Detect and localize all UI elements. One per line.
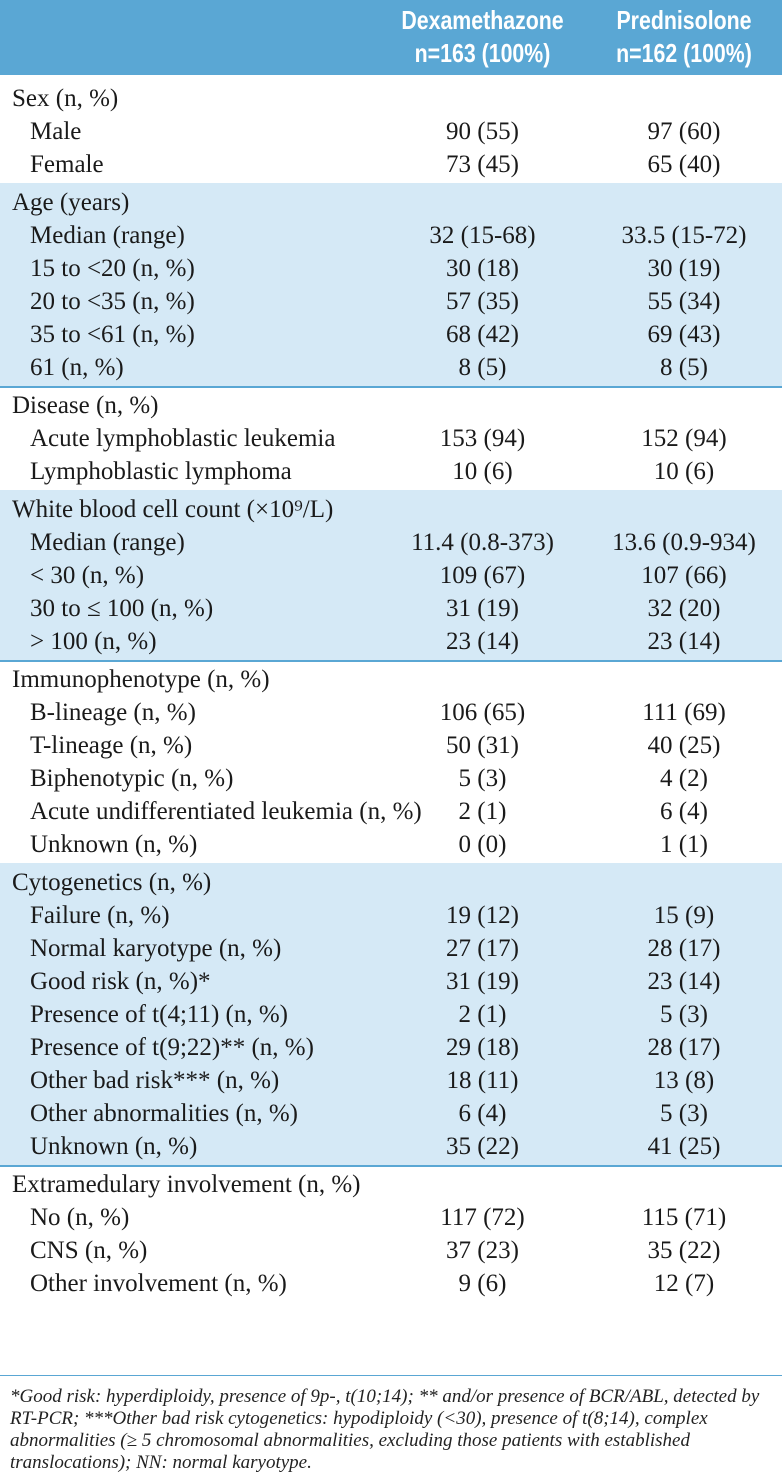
dexamethazone-value: 153 (94) — [439, 425, 526, 452]
row-label: Presence of t(9;22)** (n, %) — [30, 1034, 314, 1061]
dexamethazone-value: 0 (0) — [458, 831, 507, 858]
section-title-row — [0, 866, 782, 899]
dexamethazone-value: 23 (14) — [446, 628, 519, 655]
table-row — [0, 422, 782, 455]
section-title: Age (years) — [12, 189, 130, 216]
dexamethazone-value: 109 (67) — [439, 562, 526, 589]
dexamethazone-value: 57 (35) — [446, 288, 519, 315]
table-row — [0, 696, 782, 729]
header-prednisolone-n: n=162 (100%) — [616, 38, 752, 68]
section-title-row — [0, 663, 782, 696]
section-title: Extramedulary involvement (n, %) — [12, 1171, 361, 1198]
row-label: Unknown (n, %) — [30, 831, 198, 858]
table-row — [0, 625, 782, 658]
dexamethazone-value: 30 (18) — [446, 255, 519, 282]
table-row — [0, 318, 782, 351]
dexamethazone-value: 2 (1) — [458, 1001, 507, 1028]
dexamethazone-value: 37 (23) — [446, 1237, 519, 1264]
section-title-row — [0, 186, 782, 219]
prednisolone-value: 28 (17) — [647, 935, 721, 962]
section-title: Disease (n, %) — [12, 392, 159, 419]
table-row — [0, 965, 782, 998]
row-label: Presence of t(4;11) (n, %) — [30, 1001, 289, 1028]
section-title-row — [0, 389, 782, 422]
prednisolone-value: 5 (3) — [660, 1001, 708, 1028]
table-row — [0, 455, 782, 488]
row-label: Good risk (n, %)* — [30, 968, 211, 995]
row-label: 30 to ≤ 100 (n, %) — [30, 595, 214, 622]
footnote-divider — [0, 1375, 782, 1376]
table-row — [0, 285, 782, 318]
dexamethazone-value: 35 (22) — [446, 1133, 519, 1160]
section-title-row — [0, 493, 782, 526]
prednisolone-value: 152 (94) — [641, 425, 727, 452]
dexamethazone-value: 5 (3) — [458, 765, 507, 792]
table-row — [0, 998, 782, 1031]
prednisolone-value: 30 (19) — [647, 255, 721, 282]
dexamethazone-value: 68 (42) — [446, 321, 519, 348]
prednisolone-value: 28 (17) — [647, 1034, 721, 1061]
table-row — [0, 828, 782, 861]
table-row — [0, 219, 782, 252]
row-label: Other abnormalities (n, %) — [30, 1100, 298, 1127]
dexamethazone-value: 18 (11) — [446, 1067, 519, 1094]
prednisolone-value: 23 (14) — [647, 968, 721, 995]
prednisolone-value: 32 (20) — [647, 595, 721, 622]
prednisolone-value: 8 (5) — [660, 354, 708, 381]
table-row — [0, 252, 782, 285]
prednisolone-value: 65 (40) — [647, 151, 721, 178]
row-label: 35 to <61 (n, %) — [30, 321, 195, 348]
prednisolone-value: 33.5 (15-72) — [621, 222, 747, 249]
section-title: White blood cell count (×10⁹/L) — [12, 496, 334, 523]
dexamethazone-value: 6 (4) — [458, 1100, 507, 1127]
table-row — [0, 1031, 782, 1064]
table-row — [0, 1064, 782, 1097]
section-title: Cytogenetics (n, %) — [12, 869, 212, 896]
section-title: Immunophenotype (n, %) — [12, 666, 270, 693]
row-label: Male — [30, 118, 82, 145]
table-row — [0, 526, 782, 559]
dexamethazone-value: 32 (15-68) — [429, 222, 536, 249]
prednisolone-value: 35 (22) — [647, 1237, 721, 1264]
section-title-row — [0, 82, 782, 115]
row-label: No (n, %) — [30, 1204, 130, 1231]
row-label: B-lineage (n, %) — [30, 699, 196, 726]
table-footnote: *Good risk: hyperdiploidy, presence of 9p-, t(10;14); ** and/or presence of BCR/ABL, detected by RT-PCR; ***Other bad risk cytogenetics: hypodiploidy (<30), presence of t(8;14), complex abnormalities (≥ 5 chromosomal abnormalities, excluding those patients with established translocations); NN: normal karyotype. — [10, 1386, 760, 1473]
row-label: < 30 (n, %) — [30, 562, 145, 589]
prednisolone-value: 107 (66) — [641, 562, 727, 589]
table-row — [0, 1130, 782, 1163]
table-row — [0, 1267, 782, 1300]
table-row — [0, 592, 782, 625]
prednisolone-value: 10 (6) — [653, 458, 715, 485]
prednisolone-value: 13 (8) — [653, 1067, 715, 1094]
dexamethazone-value: 19 (12) — [446, 902, 519, 929]
dexamethazone-value: 117 (72) — [440, 1204, 525, 1231]
table-row — [0, 115, 782, 148]
row-label: CNS (n, %) — [30, 1237, 148, 1264]
table-row — [0, 559, 782, 592]
dexamethazone-value: 106 (65) — [439, 699, 526, 726]
table-row — [0, 351, 782, 384]
row-label: Median (range) — [30, 222, 185, 249]
row-label: 20 to <35 (n, %) — [30, 288, 195, 315]
table-row — [0, 899, 782, 932]
row-label: Acute undifferentiated leukemia (n, %) — [30, 798, 422, 825]
row-label: T-lineage (n, %) — [30, 732, 193, 759]
table-row — [0, 795, 782, 828]
header-prednisolone — [602, 4, 766, 70]
prednisolone-value: 69 (43) — [647, 321, 721, 348]
prednisolone-value: 55 (34) — [647, 288, 721, 315]
table-header — [0, 0, 782, 75]
row-label: > 100 (n, %) — [30, 628, 157, 655]
row-label: Failure (n, %) — [30, 902, 170, 929]
dexamethazone-value: 90 (55) — [446, 118, 519, 145]
table-row — [0, 762, 782, 795]
prednisolone-value: 5 (3) — [660, 1100, 708, 1127]
row-label: 15 to <20 (n, %) — [30, 255, 195, 282]
dexamethazone-value: 50 (31) — [446, 732, 519, 759]
row-label: Median (range) — [30, 529, 185, 556]
dexamethazone-value: 8 (5) — [458, 354, 507, 381]
prednisolone-value: 12 (7) — [653, 1270, 715, 1297]
prednisolone-value: 40 (25) — [647, 732, 721, 759]
table-row — [0, 1097, 782, 1130]
table-row — [0, 932, 782, 965]
prednisolone-value: 4 (2) — [660, 765, 708, 792]
row-label: Biphenotypic (n, %) — [30, 765, 234, 792]
dexamethazone-value: 73 (45) — [446, 151, 519, 178]
row-label: Lymphoblastic lymphoma — [30, 458, 292, 485]
dexamethazone-value: 31 (19) — [446, 968, 519, 995]
row-label: Female — [30, 151, 104, 178]
header-dexamethazone-n: n=163 (100%) — [414, 38, 551, 68]
dexamethazone-value: 2 (1) — [458, 798, 507, 825]
row-label: Other bad risk*** (n, %) — [30, 1067, 280, 1094]
table-row — [0, 1201, 782, 1234]
row-label: Acute lymphoblastic leukemia — [30, 425, 336, 452]
prednisolone-value: 97 (60) — [647, 118, 721, 145]
dexamethazone-value: 11.4 (0.8-373) — [411, 529, 554, 556]
row-label: Unknown (n, %) — [30, 1133, 198, 1160]
table-row — [0, 148, 782, 181]
dexamethazone-value: 9 (6) — [458, 1270, 507, 1297]
prednisolone-value: 23 (14) — [647, 628, 721, 655]
dexamethazone-value: 31 (19) — [446, 595, 519, 622]
table-row — [0, 1234, 782, 1267]
header-dexamethazone — [398, 4, 566, 70]
prednisolone-value: 115 (71) — [641, 1204, 727, 1231]
header-prednisolone-name: Prednisolone — [616, 5, 752, 35]
dexamethazone-value: 27 (17) — [446, 935, 519, 962]
prednisolone-value: 111 (69) — [642, 699, 726, 726]
row-label: Other involvement (n, %) — [30, 1270, 287, 1297]
prednisolone-value: 13.6 (0.9-934) — [612, 529, 756, 556]
section-title-row — [0, 1168, 782, 1201]
row-label: Normal karyotype (n, %) — [30, 935, 282, 962]
row-label: 61 (n, %) — [30, 354, 124, 381]
header-dexamethazone-name: Dexamethazone — [401, 5, 564, 35]
dexamethazone-value: 10 (6) — [452, 458, 513, 485]
prednisolone-value: 1 (1) — [660, 831, 708, 858]
section-title: Sex (n, %) — [12, 85, 119, 112]
prednisolone-value: 15 (9) — [653, 902, 715, 929]
dexamethazone-value: 29 (18) — [446, 1034, 519, 1061]
prednisolone-value: 6 (4) — [660, 798, 708, 825]
table-row — [0, 729, 782, 762]
prednisolone-value: 41 (25) — [647, 1133, 721, 1160]
